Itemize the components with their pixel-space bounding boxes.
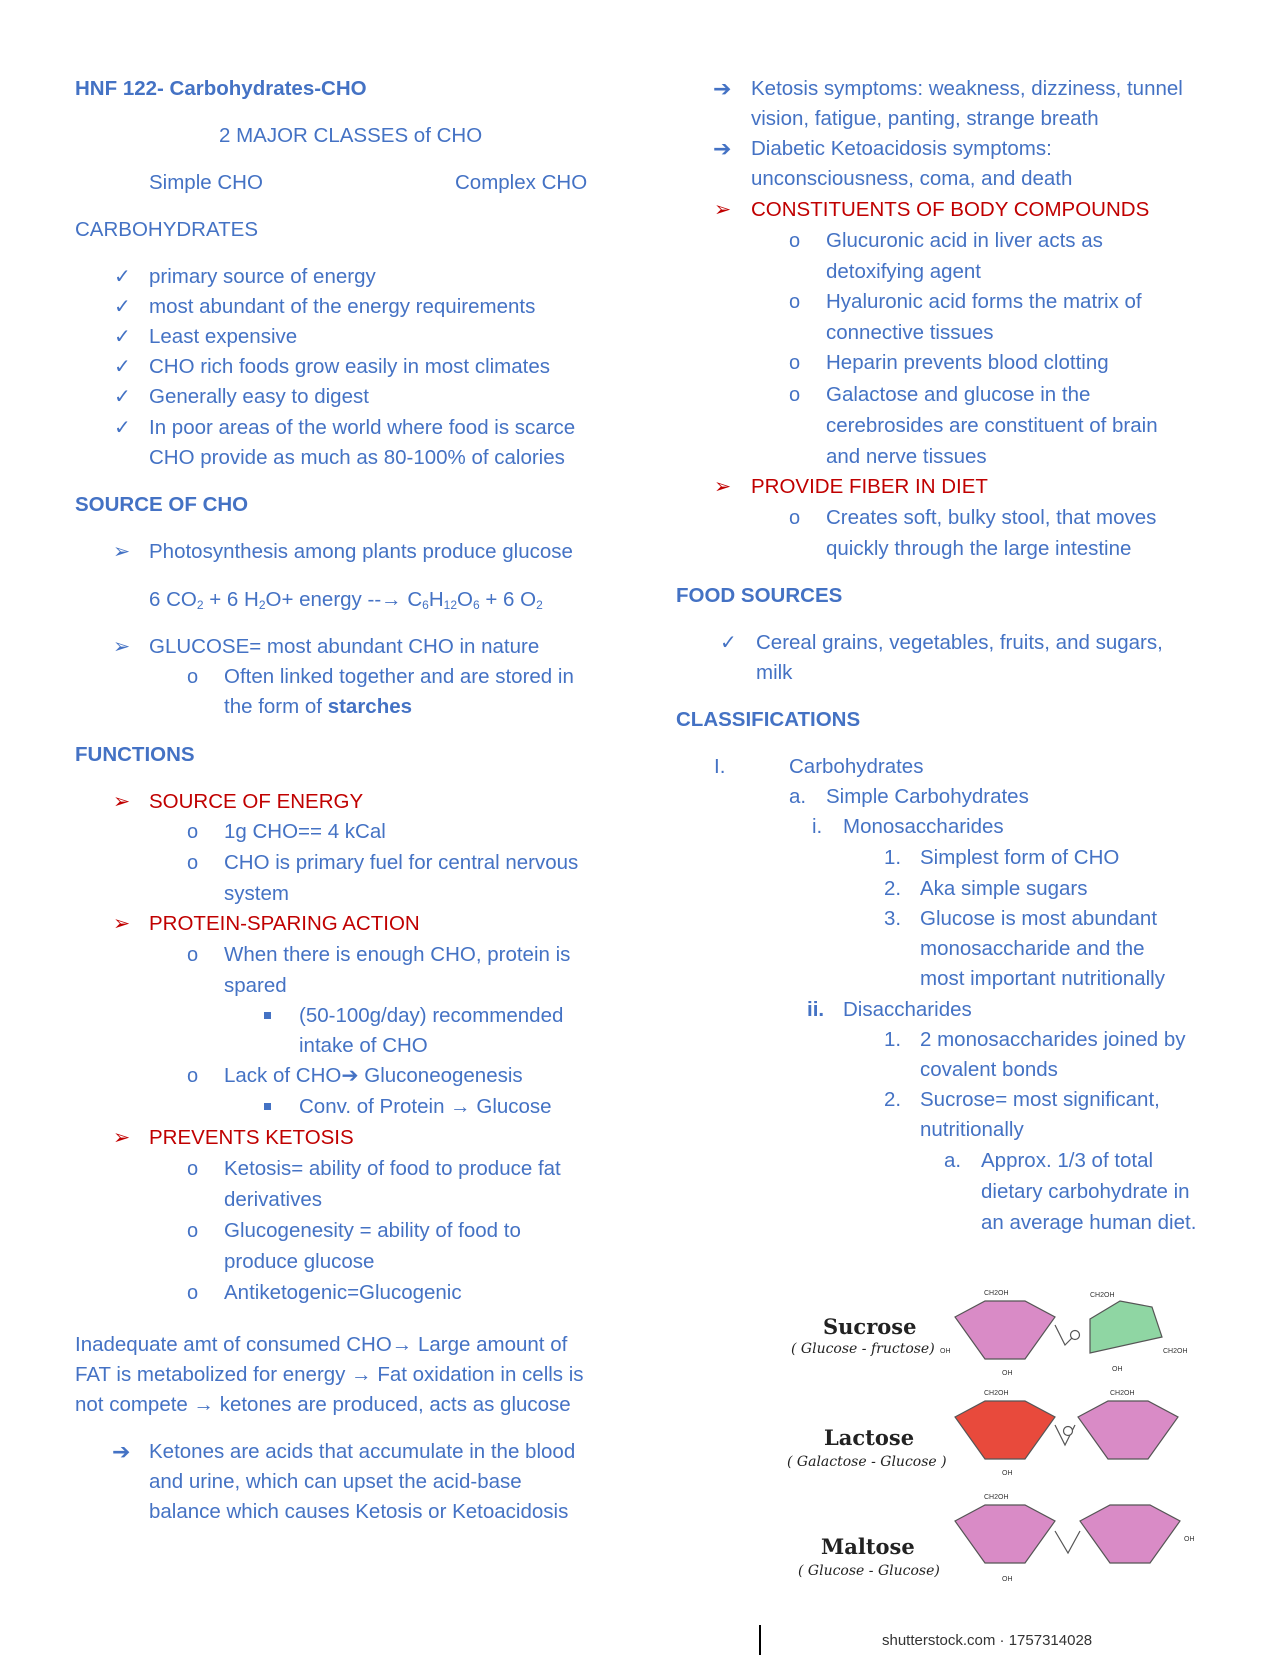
circle-bullet-icon: o xyxy=(187,1282,199,1304)
arrowhead-bullet-icon: ➢ xyxy=(113,540,131,563)
pk-item-cont: produce glucose xyxy=(224,1250,375,1273)
oh-label: OH xyxy=(1002,1370,1013,1377)
soe-item-cont: system xyxy=(224,882,289,905)
outline-number: ii. xyxy=(807,998,825,1021)
circle-bullet-icon: o xyxy=(789,230,801,252)
ch2oh-label: CH2OH xyxy=(984,1390,1009,1397)
arrowhead-bullet-icon: ➢ xyxy=(714,198,732,221)
pk-item: Ketosis= ability of food to produce fat xyxy=(224,1157,561,1180)
psa-subitem-cont: intake of CHO xyxy=(299,1034,428,1057)
check-icon: ✓ xyxy=(114,386,131,408)
oh-label: OH xyxy=(1002,1470,1013,1477)
soe-item: CHO is primary fuel for central nervous xyxy=(224,851,579,874)
arrowhead-bullet-icon: ➢ xyxy=(113,635,131,658)
outline-item: Simplest form of CHO xyxy=(920,846,1120,869)
outline-number: I. xyxy=(714,755,726,778)
glucose-sub-line-1: Often linked together and are stored in xyxy=(224,665,574,688)
outline-item-cont: dietary carbohydrate in xyxy=(981,1180,1190,1203)
arrowhead-bullet-icon: ➢ xyxy=(714,475,732,498)
pk-item-cont: derivatives xyxy=(224,1188,322,1211)
pk-item: Antiketogenic=Glucogenic xyxy=(224,1281,462,1304)
oxygen-atom xyxy=(1071,1331,1080,1340)
ketones-line: Ketones are acids that accumulate in the blood xyxy=(149,1440,576,1463)
photosynthesis-text: Photosynthesis among plants produce glucose xyxy=(149,540,573,563)
outline-item: Simple Carbohydrates xyxy=(826,785,1029,808)
cbc-item-cont: cerebrosides are constituent of brain xyxy=(826,414,1158,437)
outline-number: a. xyxy=(944,1149,962,1172)
outline-item: 2 monosaccharides joined by xyxy=(920,1028,1186,1051)
oh-label: OH xyxy=(1184,1536,1195,1543)
fiber-item: Creates soft, bulky stool, that moves xyxy=(826,506,1157,529)
ch2oh-label: CH2OH xyxy=(984,1494,1009,1501)
dka-symptoms-line: Diabetic Ketoacidosis symptoms: xyxy=(751,137,1052,160)
oh-label: OH xyxy=(1002,1576,1013,1583)
dka-symptoms-line: unconsciousness, coma, and death xyxy=(751,167,1073,190)
circle-bullet-icon: o xyxy=(187,1220,199,1242)
arrow-icon: → xyxy=(193,1393,215,1416)
source-of-energy-heading: SOURCE OF ENERGY xyxy=(149,790,364,813)
circle-bullet-icon: o xyxy=(187,852,199,874)
check-icon: ✓ xyxy=(114,326,131,348)
outline-number: 2. xyxy=(884,1088,902,1111)
outline-item-cont: an average human diet. xyxy=(981,1211,1197,1234)
ketones-line: and urine, which can upset the acid-base xyxy=(149,1470,522,1493)
ketones-line: balance which causes Ketosis or Ketoacidosis xyxy=(149,1500,569,1523)
simple-cho-label: Simple CHO xyxy=(149,171,263,194)
protein-sparing-heading: PROTEIN-SPARING ACTION xyxy=(149,912,420,935)
lactose-label: Lactose xyxy=(824,1425,915,1450)
circle-bullet-icon: o xyxy=(789,384,801,406)
check-icon: ✓ xyxy=(720,632,737,654)
oh-label: OH xyxy=(940,1348,951,1355)
inadequate-line-3: not compete → ketones are produced, acts as glucose xyxy=(75,1393,571,1416)
glucose-ring xyxy=(955,1505,1055,1563)
cbc-item: Glucuronic acid in liver acts as xyxy=(826,229,1103,252)
inadequate-line-1: Inadequate amt of consumed CHO→ Large amount of xyxy=(75,1333,568,1356)
soe-item: 1g CHO== 4 kCal xyxy=(224,820,386,843)
outline-number: 1. xyxy=(884,1028,902,1051)
food-sources-heading: FOOD SOURCES xyxy=(676,584,843,607)
photosynthesis-equation: 6 $CO_2 + 6$ $H_2O+$ energy --→ $C_6H_{12}O_6 + 6$ $O_2$ xyxy=(149,588,543,612)
bold-arrow-icon: ➔ xyxy=(112,1439,131,1464)
outline-item: Approx. 1/3 of total xyxy=(981,1149,1154,1172)
outline-item-cont: monosaccharide and the xyxy=(920,937,1145,960)
fiber-heading: PROVIDE FIBER IN DIET xyxy=(751,475,988,498)
outline-number: 2. xyxy=(884,877,902,900)
classifications-heading: CLASSIFICATIONS xyxy=(676,708,861,731)
glucose-ring xyxy=(1080,1505,1180,1563)
classes-heading: 2 MAJOR CLASSES of CHO xyxy=(219,124,483,147)
outline-item: Disaccharides xyxy=(843,998,972,1021)
watermark-caption: shutterstock.com · 1757314028 xyxy=(882,1632,1093,1649)
arrowhead-bullet-icon: ➢ xyxy=(113,790,131,813)
text-cursor xyxy=(759,1625,761,1655)
check-icon: ✓ xyxy=(114,356,131,378)
arrow-icon: → xyxy=(381,588,402,611)
outline-item: Monosaccharides xyxy=(843,815,1004,838)
ch2oh-label: CH2OH xyxy=(1090,1292,1115,1299)
source-heading: SOURCE OF CHO xyxy=(75,493,249,516)
outline-number: i. xyxy=(812,815,823,838)
oxygen-atom xyxy=(1064,1427,1073,1436)
cbc-item: Hyaluronic acid forms the matrix of xyxy=(826,290,1142,313)
glycosidic-bond xyxy=(1055,1531,1080,1553)
cbc-item: Galactose and glucose in the xyxy=(826,383,1091,406)
square-bullet-icon xyxy=(264,1012,271,1019)
outline-item: Carbohydrates xyxy=(789,755,924,778)
arrowhead-bullet-icon: ➢ xyxy=(113,1126,131,1149)
circle-bullet-icon: o xyxy=(789,507,801,529)
food-sources-item-cont: milk xyxy=(756,661,793,684)
list-item: Generally easy to digest xyxy=(149,385,369,408)
check-icon: ✓ xyxy=(114,266,131,288)
bold-arrow-icon: ➔ xyxy=(713,76,732,101)
maltose-label: Maltose xyxy=(821,1534,915,1559)
arrow-icon: → xyxy=(351,1363,372,1386)
ch2oh-label: CH2OH xyxy=(1110,1390,1135,1397)
outline-item-cont: covalent bonds xyxy=(920,1058,1058,1081)
outline-number: 1. xyxy=(884,846,902,869)
food-sources-item: Cereal grains, vegetables, fruits, and sugars, xyxy=(756,631,1163,654)
circle-bullet-icon: o xyxy=(187,821,199,843)
lactose-sublabel: ( Galactose - Glucose ) xyxy=(787,1454,947,1470)
outline-item: Aka simple sugars xyxy=(920,877,1088,900)
glucose-ring xyxy=(1078,1401,1178,1459)
page-title: HNF 122- Carbohydrates-CHO xyxy=(75,77,367,100)
sucrose-label: Sucrose xyxy=(823,1314,917,1339)
outline-item-cont: most important nutritionally xyxy=(920,967,1165,990)
circle-bullet-icon: o xyxy=(789,291,801,313)
disaccharide-rings xyxy=(940,1285,1210,1615)
psa-item: When there is enough CHO, protein is xyxy=(224,943,571,966)
check-icon: ✓ xyxy=(114,296,131,318)
arrowhead-bullet-icon: ➢ xyxy=(113,912,131,935)
pk-item: Glucogenesity = ability of food to xyxy=(224,1219,521,1242)
constituents-heading: CONSTITUENTS OF BODY COMPOUNDS xyxy=(751,198,1150,221)
list-item: CHO provide as much as 80-100% of calories xyxy=(149,446,565,469)
outline-item: Glucose is most abundant xyxy=(920,907,1158,930)
fructose-ring xyxy=(1090,1301,1162,1353)
square-bullet-icon xyxy=(264,1103,271,1110)
glucose-sub-line-2: the form of starches xyxy=(224,695,413,718)
fiber-item-cont: quickly through the large intestine xyxy=(826,537,1132,560)
prevents-ketosis-heading: PREVENTS KETOSIS xyxy=(149,1126,354,1149)
ketosis-symptoms-line: vision, fatigue, panting, strange breath xyxy=(751,107,1099,130)
psa-subitem: Conv. of Protein → Glucose xyxy=(299,1095,552,1118)
arrow-icon: → xyxy=(450,1095,471,1118)
list-item: CHO rich foods grow easily in most climates xyxy=(149,355,551,378)
maltose-sublabel: ( Glucose - Glucose) xyxy=(798,1563,940,1579)
check-icon: ✓ xyxy=(114,417,131,439)
cbc-item-cont: connective tissues xyxy=(826,321,994,344)
outline-item-cont: nutritionally xyxy=(920,1118,1024,1141)
bold-arrow-icon: ➔ xyxy=(713,136,732,161)
psa-subitem: (50-100g/day) recommended xyxy=(299,1004,564,1027)
cbc-item: Heparin prevents blood clotting xyxy=(826,351,1109,374)
circle-bullet-icon: o xyxy=(187,1158,199,1180)
list-item: In poor areas of the world where food is scarce xyxy=(149,416,576,439)
oh-label: OH xyxy=(1112,1366,1123,1373)
ch2oh-label: CH2OH xyxy=(984,1290,1009,1297)
list-item: Least expensive xyxy=(149,325,298,348)
arrow-icon: ➔ xyxy=(341,1064,359,1087)
list-item: primary source of energy xyxy=(149,265,376,288)
functions-heading: FUNCTIONS xyxy=(75,743,195,766)
circle-bullet-icon: o xyxy=(187,666,199,688)
glucose-line: GLUCOSE= most abundant CHO in nature xyxy=(149,635,540,658)
ch2oh-label: CH2OH xyxy=(1163,1348,1188,1355)
outline-number: a. xyxy=(789,785,807,808)
list-item: most abundant of the energy requirements xyxy=(149,295,536,318)
galactose-ring xyxy=(955,1401,1055,1459)
psa-item-cont: spared xyxy=(224,974,287,997)
cbc-item-cont: and nerve tissues xyxy=(826,445,987,468)
sucrose-sublabel: ( Glucose - fructose) xyxy=(791,1341,935,1357)
complex-cho-label: Complex CHO xyxy=(455,171,588,194)
glucose-ring xyxy=(955,1301,1055,1359)
outline-item: Sucrose= most significant, xyxy=(920,1088,1160,1111)
carbohydrates-heading: CARBOHYDRATES xyxy=(75,218,259,241)
circle-bullet-icon: o xyxy=(789,352,801,374)
cbc-item-cont: detoxifying agent xyxy=(826,260,982,283)
outline-number: 3. xyxy=(884,907,902,930)
circle-bullet-icon: o xyxy=(187,944,199,966)
ketosis-symptoms-line: Ketosis symptoms: weakness, dizziness, tunnel xyxy=(751,77,1183,100)
inadequate-line-2: FAT is metabolized for energy → Fat oxidation in cells is xyxy=(75,1363,584,1386)
circle-bullet-icon: o xyxy=(187,1065,199,1087)
psa-item: Lack of CHO➔ Gluconeogenesis xyxy=(224,1064,523,1087)
arrow-icon: → xyxy=(391,1333,413,1356)
